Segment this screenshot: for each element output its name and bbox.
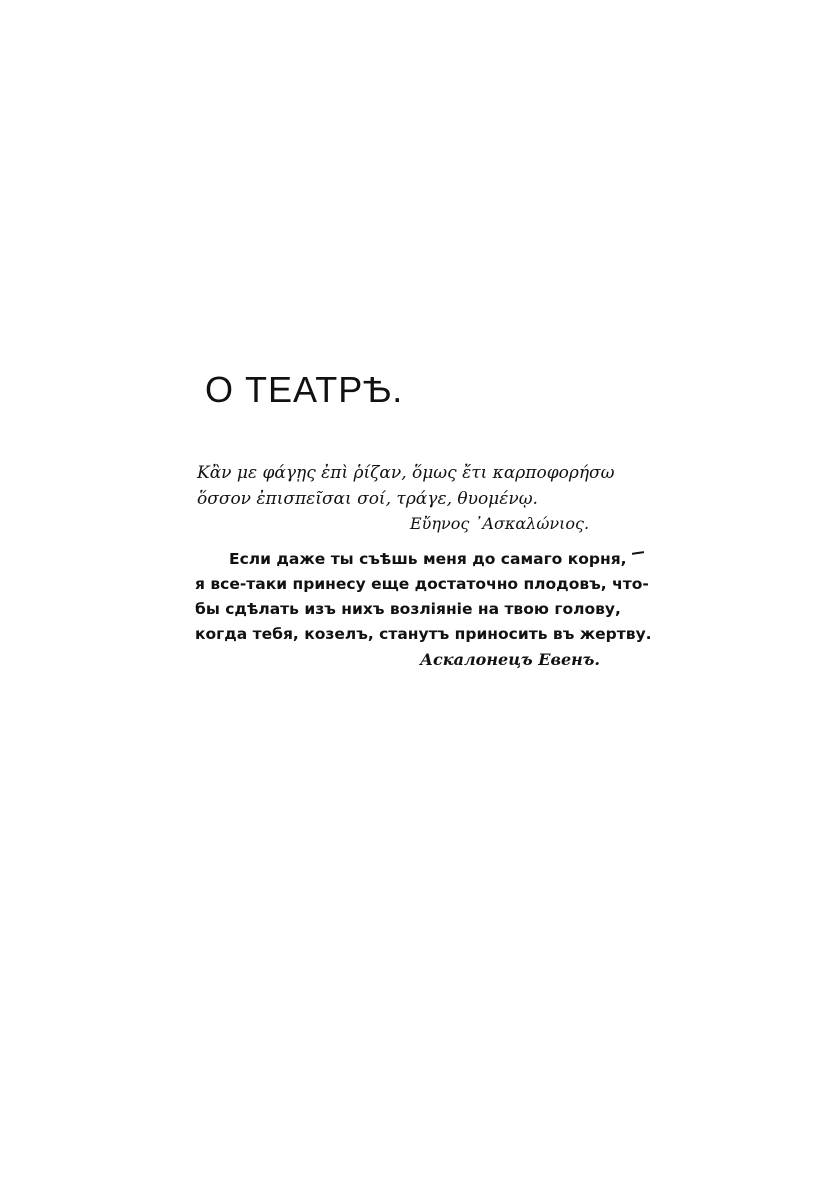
chapter-title: О ТЕАТРѢ.: [205, 369, 404, 410]
russian-attribution: Аскалонецъ Евенъ.: [420, 650, 600, 669]
greek-attribution: Εὔηνος ᾽Ασκαλώνιος.: [410, 514, 590, 533]
russian-line-4: когда тебя, козелъ, станутъ приносить въ жертву.: [195, 625, 652, 643]
greek-line-1: Κἂν με φάγῃς ἐπὶ ῥίζαν, ὅμως ἔτι καρποφορήσω: [197, 463, 615, 483]
russian-line-2: я все-таки принесу еще достаточно плодовъ, что-: [195, 575, 649, 593]
russian-line-1: Если даже ты съѣшь меня до самаго корня,: [229, 550, 627, 568]
margin-dash-mark: [632, 551, 644, 555]
russian-translation: [195, 547, 652, 647]
greek-line-2: ὅσσον ἐπισπεῖσαι σοί, τράγε, θυομένῳ.: [197, 489, 538, 509]
russian-line-3: бы сдѣлать изъ нихъ возлiянiе на твою голову,: [195, 600, 621, 618]
greek-epigraph: [197, 460, 617, 512]
